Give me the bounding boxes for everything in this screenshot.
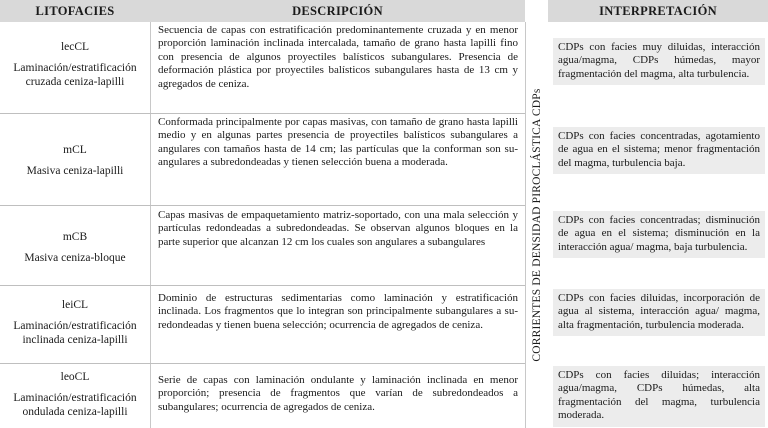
header-litofacies: LITOFACIES — [0, 0, 150, 22]
litofacies-code: leoCL — [60, 371, 90, 383]
vertical-label — [527, 22, 547, 428]
description-cell: Dominio de estructuras sedimentarias como laminación y estratificación inclinada. Los fragmentos que lo integran son principalmente subangulares a su-redondeadas y tienen buena selección; ocurrencia de agregados de ceniza. — [158, 292, 518, 331]
litofacies-name: Laminación/estratificación cruzada ceniza-lapilli — [13, 61, 137, 88]
litofacies-cell — [0, 370, 150, 420]
litofacies-code: leiCL — [61, 299, 89, 311]
column-divider — [150, 22, 151, 428]
interpretation-cell — [553, 38, 765, 85]
interpretation-cell — [553, 366, 765, 427]
description-cell: Conformada principalmente por capas masivas, con tamaño de grano hasta lapilli medio y en algunas partes presencia de proyectiles balísticos subangulares a angulares con tamaños hasta de 14 cm; las partículas que la conforman son su-angulares a subredondeadas y tienen selección buena a moderada. — [158, 116, 518, 169]
description-cell: Secuencia de capas con estratificación predominantemente cruzada y en menor proporción laminación inclinada intercalada, tamaño de grano hasta lapilli fino con presencia de algunos proyectiles balísticos subangulares. Presencia de deformación plástica por proyectiles balísticos subangulares hasta de 13 cm y agregados de ceniza. — [158, 24, 518, 90]
interpretation-text: CDPs con facies muy diluidas, interacción agua/magma, CDPs húmedas, mayor fragmentación del magma, alta turbulencia. — [558, 41, 760, 80]
litofacies-cell — [0, 298, 150, 348]
interpretation-cell — [553, 211, 765, 258]
litofacies-cell — [0, 143, 150, 178]
litofacies-name: Masiva ceniza-bloque — [24, 251, 126, 264]
litofacies-cell — [0, 230, 150, 265]
litofacies-code: mCL — [63, 144, 87, 156]
description-cell: Capas masivas de empaquetamiento matriz-soportado, con una mala selección y partículas redondeadas a subredondeadas. Se observan algunos bloques en la parte superior que alcanzan 12 cm los cuales son angulares a subangulares — [158, 209, 518, 248]
header-interpretacion: INTERPRETACIÓN — [548, 0, 768, 22]
row-divider — [0, 113, 525, 114]
vertical-label-text: CORRIENTES DE DENSIDAD PIROCLÁSTICA CDPs — [531, 88, 543, 362]
litofacies-name: Laminación/estratificación ondulada ceniza-lapilli — [13, 391, 137, 418]
litofacies-cell — [0, 40, 150, 90]
row-divider — [0, 285, 525, 286]
litofacies-name: Laminación/estratificación inclinada ceniza-lapilli — [13, 319, 137, 346]
row-divider — [0, 205, 525, 206]
litofacies-name: Masiva ceniza-lapilli — [26, 164, 124, 177]
interpretation-cell — [553, 289, 765, 336]
row-divider — [0, 363, 525, 364]
interpretation-cell — [553, 127, 765, 174]
litofacies-code: mCB — [62, 231, 88, 243]
interpretation-text: CDPs con facies concentradas, agotamiento de agua en el sistema; menor fragmentación del magma, turbulencia baja. — [558, 130, 760, 169]
interpretation-text: CDPs con facies diluidas, incorporación de agua al sistema, interacción agua/ magma, alta fragmentación, turbulencia moderada. — [558, 292, 760, 331]
header-descripcion: DESCRIPCIÓN — [150, 0, 525, 22]
interpretation-text: CDPs con facies concentradas; disminución de agua en el sistema; disminución en la interacción agua/ magma, baja turbulencia. — [558, 214, 760, 253]
interpretation-text: CDPs con facies diluidas; interacción agua/magma, CDPs húmedas, alta fragmentación del magma, turbulencia moderada. — [558, 369, 760, 422]
litofacies-code: lecCL — [60, 41, 90, 53]
description-cell: Serie de capas con laminación ondulante y laminación inclinada en menor proporción; presencia de fragmentos que varían de subredondeados a subangulares; ocurrencia de agregados de ceniza. — [158, 374, 518, 413]
column-divider — [525, 22, 526, 428]
